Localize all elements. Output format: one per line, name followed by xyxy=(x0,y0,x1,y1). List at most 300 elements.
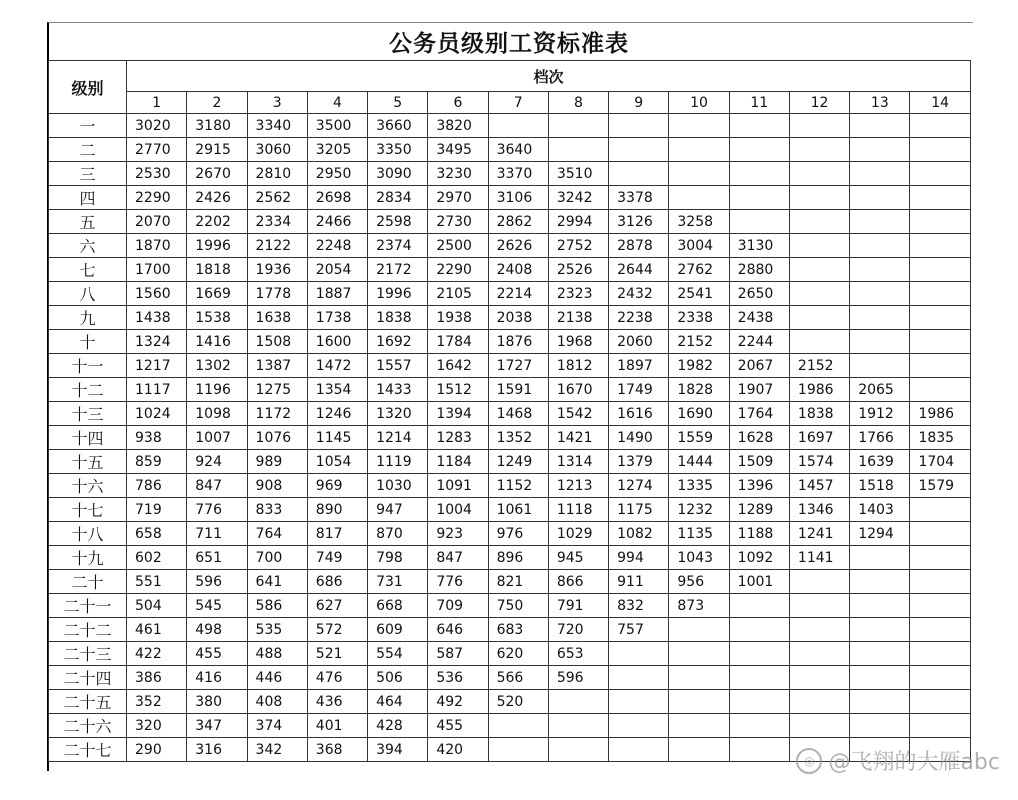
salary-cell xyxy=(910,354,970,378)
salary-cell: 2105 xyxy=(428,282,488,306)
salary-cell xyxy=(488,114,548,138)
salary-cell: 1700 xyxy=(127,258,187,282)
table-row xyxy=(49,114,971,138)
salary-cell xyxy=(789,570,849,594)
salary-cell: 1784 xyxy=(428,330,488,354)
salary-cell xyxy=(789,210,849,234)
salary-cell xyxy=(910,618,970,642)
salary-cell: 446 xyxy=(247,666,307,690)
tier-column-header: 14 xyxy=(910,92,970,114)
salary-cell: 924 xyxy=(187,450,247,474)
salary-cell: 2880 xyxy=(729,258,789,282)
salary-cell xyxy=(488,714,548,738)
salary-cell xyxy=(609,714,669,738)
salary-cell: 2244 xyxy=(729,330,789,354)
salary-cell xyxy=(729,714,789,738)
salary-cell: 3090 xyxy=(368,162,428,186)
salary-cell: 3130 xyxy=(729,234,789,258)
salary-cell xyxy=(729,114,789,138)
table-row xyxy=(49,618,971,642)
table-row xyxy=(49,306,971,330)
salary-cell xyxy=(729,138,789,162)
level-cell: 二十 xyxy=(49,570,127,594)
salary-cell: 428 xyxy=(368,714,428,738)
salary-cell: 859 xyxy=(127,450,187,474)
tier-column-header: 4 xyxy=(307,92,367,114)
salary-cell: 1007 xyxy=(187,426,247,450)
salary-cell: 368 xyxy=(307,738,367,762)
level-cell: 二十四 xyxy=(49,666,127,690)
salary-cell xyxy=(910,210,970,234)
salary-cell: 3258 xyxy=(669,210,729,234)
salary-cell xyxy=(669,642,729,666)
salary-cell: 1082 xyxy=(609,522,669,546)
salary-cell: 455 xyxy=(428,714,488,738)
salary-cell: 947 xyxy=(368,498,428,522)
salary-cell: 1004 xyxy=(428,498,488,522)
salary-cell: 1616 xyxy=(609,402,669,426)
salary-cell xyxy=(789,714,849,738)
level-cell: 一 xyxy=(49,114,127,138)
salary-cell: 290 xyxy=(127,738,187,762)
salary-cell xyxy=(789,690,849,714)
salary-cell: 347 xyxy=(187,714,247,738)
salary-cell: 408 xyxy=(247,690,307,714)
salary-cell: 1118 xyxy=(548,498,608,522)
level-cell: 二 xyxy=(49,138,127,162)
table-row xyxy=(49,546,971,570)
salary-cell: 1172 xyxy=(247,402,307,426)
salary-cell xyxy=(910,114,970,138)
watermark-logo-icon: ◎ xyxy=(796,748,822,774)
salary-cell: 711 xyxy=(187,522,247,546)
tier-column-header: 8 xyxy=(548,92,608,114)
salary-cell: 989 xyxy=(247,450,307,474)
salary-cell: 873 xyxy=(669,594,729,618)
salary-cell xyxy=(729,162,789,186)
salary-cell xyxy=(850,234,910,258)
salary-cell: 1346 xyxy=(789,498,849,522)
salary-cell: 791 xyxy=(548,594,608,618)
salary-cell: 1559 xyxy=(669,426,729,450)
salary-cell xyxy=(910,282,970,306)
salary-cell: 1352 xyxy=(488,426,548,450)
salary-cell: 2290 xyxy=(127,186,187,210)
level-cell: 八 xyxy=(49,282,127,306)
salary-cell xyxy=(729,690,789,714)
salary-cell: 1175 xyxy=(609,498,669,522)
salary-cell: 1324 xyxy=(127,330,187,354)
salary-cell: 1438 xyxy=(127,306,187,330)
salary-cell: 1468 xyxy=(488,402,548,426)
salary-cell: 870 xyxy=(368,522,428,546)
salary-cell xyxy=(850,162,910,186)
salary-cell xyxy=(548,138,608,162)
salary-cell: 572 xyxy=(307,618,367,642)
salary-cell xyxy=(789,666,849,690)
salary-cell: 587 xyxy=(428,642,488,666)
salary-cell: 498 xyxy=(187,618,247,642)
salary-cell: 776 xyxy=(187,498,247,522)
salary-cell: 994 xyxy=(609,546,669,570)
salary-cell: 821 xyxy=(488,570,548,594)
salary-cell: 1054 xyxy=(307,450,367,474)
level-cell: 六 xyxy=(49,234,127,258)
salary-cell: 1907 xyxy=(729,378,789,402)
salary-cell: 1692 xyxy=(368,330,428,354)
salary-cell xyxy=(669,618,729,642)
salary-cell: 1213 xyxy=(548,474,608,498)
salary-cell: 2994 xyxy=(548,210,608,234)
level-cell: 十八 xyxy=(49,522,127,546)
salary-cell xyxy=(669,738,729,762)
salary-cell: 1396 xyxy=(729,474,789,498)
salary-cell xyxy=(850,618,910,642)
salary-cell: 668 xyxy=(368,594,428,618)
salary-cell xyxy=(910,306,970,330)
salary-cell: 2970 xyxy=(428,186,488,210)
salary-cell xyxy=(850,258,910,282)
salary-cell: 386 xyxy=(127,666,187,690)
tier-column-header: 13 xyxy=(850,92,910,114)
salary-cell: 847 xyxy=(428,546,488,570)
salary-cell xyxy=(789,594,849,618)
table-row xyxy=(49,450,971,474)
salary-cell: 1591 xyxy=(488,378,548,402)
salary-cell: 2152 xyxy=(669,330,729,354)
salary-cell: 1697 xyxy=(789,426,849,450)
salary-cell: 1628 xyxy=(729,426,789,450)
salary-cell: 3370 xyxy=(488,162,548,186)
salary-cell: 2730 xyxy=(428,210,488,234)
salary-cell: 1579 xyxy=(910,474,970,498)
salary-cell xyxy=(910,594,970,618)
salary-cell: 1982 xyxy=(669,354,729,378)
salary-cell xyxy=(850,186,910,210)
salary-cell: 596 xyxy=(548,666,608,690)
salary-cell: 1508 xyxy=(247,330,307,354)
salary-cell: 1294 xyxy=(850,522,910,546)
salary-cell: 1196 xyxy=(187,378,247,402)
table-row xyxy=(49,474,971,498)
salary-cell: 1141 xyxy=(789,546,849,570)
tier-column-header: 1 xyxy=(127,92,187,114)
salary-cell xyxy=(669,162,729,186)
salary-cell: 3495 xyxy=(428,138,488,162)
salary-cell: 521 xyxy=(307,642,367,666)
salary-cell: 833 xyxy=(247,498,307,522)
tier-column-header: 11 xyxy=(729,92,789,114)
salary-cell: 1145 xyxy=(307,426,367,450)
salary-cell xyxy=(789,186,849,210)
salary-cell: 627 xyxy=(307,594,367,618)
salary-cell: 2950 xyxy=(307,162,367,186)
salary-cell: 1135 xyxy=(669,522,729,546)
salary-cell: 1472 xyxy=(307,354,367,378)
salary-cell: 1043 xyxy=(669,546,729,570)
salary-cell: 2426 xyxy=(187,186,247,210)
salary-cell xyxy=(609,114,669,138)
salary-cell: 342 xyxy=(247,738,307,762)
salary-cell xyxy=(548,738,608,762)
table-row xyxy=(49,690,971,714)
salary-cell: 1232 xyxy=(669,498,729,522)
salary-cell: 709 xyxy=(428,594,488,618)
salary-cell: 3660 xyxy=(368,114,428,138)
level-cell: 二十七 xyxy=(49,738,127,762)
salary-cell: 2238 xyxy=(609,306,669,330)
table-row xyxy=(49,570,971,594)
salary-cell: 1704 xyxy=(910,450,970,474)
salary-cell: 1184 xyxy=(428,450,488,474)
salary-cell: 749 xyxy=(307,546,367,570)
salary-cell xyxy=(910,690,970,714)
salary-cell: 2432 xyxy=(609,282,669,306)
salary-cell xyxy=(729,210,789,234)
salary-cell: 2067 xyxy=(729,354,789,378)
salary-cell: 1749 xyxy=(609,378,669,402)
salary-cell: 2138 xyxy=(548,306,608,330)
salary-cell: 586 xyxy=(247,594,307,618)
salary-cell: 420 xyxy=(428,738,488,762)
salary-cell xyxy=(789,138,849,162)
salary-cell: 2598 xyxy=(368,210,428,234)
salary-cell: 2541 xyxy=(669,282,729,306)
table-row xyxy=(49,378,971,402)
salary-cell: 2670 xyxy=(187,162,247,186)
salary-cell: 1092 xyxy=(729,546,789,570)
salary-cell xyxy=(729,186,789,210)
tier-column-header: 5 xyxy=(368,92,428,114)
salary-cell: 2644 xyxy=(609,258,669,282)
salary-cell: 1379 xyxy=(609,450,669,474)
tier-header: 档次 xyxy=(127,61,971,92)
salary-cell: 1986 xyxy=(789,378,849,402)
salary-cell: 1936 xyxy=(247,258,307,282)
salary-cell xyxy=(729,642,789,666)
salary-cell xyxy=(609,690,669,714)
salary-cell xyxy=(609,666,669,690)
salary-cell: 3230 xyxy=(428,162,488,186)
salary-cell: 3378 xyxy=(609,186,669,210)
salary-cell xyxy=(910,378,970,402)
salary-cell: 1246 xyxy=(307,402,367,426)
salary-cell: 3106 xyxy=(488,186,548,210)
salary-cell: 1117 xyxy=(127,378,187,402)
salary-cell xyxy=(910,498,970,522)
level-cell: 十一 xyxy=(49,354,127,378)
salary-cell xyxy=(850,114,910,138)
salary-cell: 1986 xyxy=(910,402,970,426)
salary-cell: 504 xyxy=(127,594,187,618)
salary-cell: 320 xyxy=(127,714,187,738)
salary-cell xyxy=(789,114,849,138)
table-row xyxy=(49,642,971,666)
salary-cell: 1098 xyxy=(187,402,247,426)
salary-cell: 731 xyxy=(368,570,428,594)
salary-cell xyxy=(850,642,910,666)
level-cell: 三 xyxy=(49,162,127,186)
salary-cell: 416 xyxy=(187,666,247,690)
level-cell: 二十六 xyxy=(49,714,127,738)
salary-cell xyxy=(910,138,970,162)
salary-cell: 554 xyxy=(368,642,428,666)
table-row xyxy=(49,354,971,378)
level-cell: 四 xyxy=(49,186,127,210)
salary-cell: 866 xyxy=(548,570,608,594)
salary-cell xyxy=(609,738,669,762)
salary-cell: 380 xyxy=(187,690,247,714)
salary-cell xyxy=(910,234,970,258)
salary-cell: 1996 xyxy=(187,234,247,258)
salary-cell: 1560 xyxy=(127,282,187,306)
level-cell: 十二 xyxy=(49,378,127,402)
salary-cell xyxy=(789,330,849,354)
salary-cell: 476 xyxy=(307,666,367,690)
salary-cell: 653 xyxy=(548,642,608,666)
table-row xyxy=(49,402,971,426)
tier-column-header: 9 xyxy=(609,92,669,114)
salary-cell: 1001 xyxy=(729,570,789,594)
salary-cell: 1289 xyxy=(729,498,789,522)
salary-cell: 2408 xyxy=(488,258,548,282)
salary-cell: 1119 xyxy=(368,450,428,474)
table-row xyxy=(49,714,971,738)
salary-cell xyxy=(850,354,910,378)
level-cell: 二十一 xyxy=(49,594,127,618)
salary-cell: 2202 xyxy=(187,210,247,234)
salary-cell: 545 xyxy=(187,594,247,618)
salary-cell: 1512 xyxy=(428,378,488,402)
tier-column-header: 3 xyxy=(247,92,307,114)
salary-cell: 2172 xyxy=(368,258,428,282)
salary-cell: 2334 xyxy=(247,210,307,234)
salary-cell xyxy=(850,666,910,690)
salary-cell: 1938 xyxy=(428,306,488,330)
salary-cell: 1354 xyxy=(307,378,367,402)
salary-cell: 536 xyxy=(428,666,488,690)
level-cell: 十七 xyxy=(49,498,127,522)
salary-cell: 2122 xyxy=(247,234,307,258)
salary-cell: 2438 xyxy=(729,306,789,330)
salary-cell xyxy=(850,210,910,234)
salary-cell: 1838 xyxy=(368,306,428,330)
salary-cell: 401 xyxy=(307,714,367,738)
salary-cell: 1314 xyxy=(548,450,608,474)
salary-cell xyxy=(789,282,849,306)
salary-cell xyxy=(850,594,910,618)
table-row xyxy=(49,258,971,282)
salary-cell xyxy=(729,666,789,690)
salary-cell xyxy=(789,306,849,330)
salary-cell: 535 xyxy=(247,618,307,642)
salary-cell: 1518 xyxy=(850,474,910,498)
salary-cell: 2038 xyxy=(488,306,548,330)
salary-cell: 720 xyxy=(548,618,608,642)
salary-cell: 686 xyxy=(307,570,367,594)
salary-cell: 394 xyxy=(368,738,428,762)
salary-cell: 551 xyxy=(127,570,187,594)
salary-cell: 1275 xyxy=(247,378,307,402)
level-cell: 九 xyxy=(49,306,127,330)
salary-cell: 3350 xyxy=(368,138,428,162)
salary-cell: 646 xyxy=(428,618,488,642)
salary-cell: 1538 xyxy=(187,306,247,330)
salary-cell xyxy=(729,618,789,642)
salary-cell: 3205 xyxy=(307,138,367,162)
salary-cell xyxy=(910,162,970,186)
salary-cell: 3126 xyxy=(609,210,669,234)
salary-cell: 2526 xyxy=(548,258,608,282)
level-cell: 二十二 xyxy=(49,618,127,642)
salary-cell: 956 xyxy=(669,570,729,594)
salary-cell: 1029 xyxy=(548,522,608,546)
tier-column-header: 6 xyxy=(428,92,488,114)
salary-cell: 1897 xyxy=(609,354,669,378)
salary-cell: 1557 xyxy=(368,354,428,378)
salary-cell xyxy=(910,570,970,594)
salary-cell: 422 xyxy=(127,642,187,666)
salary-cell xyxy=(789,642,849,666)
salary-cell xyxy=(789,234,849,258)
salary-cell: 1574 xyxy=(789,450,849,474)
salary-cell xyxy=(910,522,970,546)
salary-cell: 596 xyxy=(187,570,247,594)
level-cell: 二十五 xyxy=(49,690,127,714)
salary-cell: 969 xyxy=(307,474,367,498)
salary-cell: 2214 xyxy=(488,282,548,306)
salary-cell: 719 xyxy=(127,498,187,522)
table-row xyxy=(49,522,971,546)
salary-cell: 461 xyxy=(127,618,187,642)
watermark xyxy=(796,745,1000,776)
salary-cell xyxy=(789,258,849,282)
salary-cell: 1766 xyxy=(850,426,910,450)
salary-cell: 1670 xyxy=(548,378,608,402)
salary-cell xyxy=(729,738,789,762)
salary-cell: 1828 xyxy=(669,378,729,402)
salary-cell: 2626 xyxy=(488,234,548,258)
salary-cell: 1812 xyxy=(548,354,608,378)
salary-cell xyxy=(669,138,729,162)
table-row xyxy=(49,210,971,234)
salary-cell: 1302 xyxy=(187,354,247,378)
salary-cell: 1274 xyxy=(609,474,669,498)
salary-cell: 1838 xyxy=(789,402,849,426)
salary-cell xyxy=(910,666,970,690)
salary-cell: 2650 xyxy=(729,282,789,306)
salary-cell xyxy=(910,642,970,666)
salary-cell: 2562 xyxy=(247,186,307,210)
salary-cell: 1061 xyxy=(488,498,548,522)
salary-cell: 2065 xyxy=(850,378,910,402)
salary-cell: 658 xyxy=(127,522,187,546)
salary-cell: 1690 xyxy=(669,402,729,426)
salary-cell: 1335 xyxy=(669,474,729,498)
salary-cell: 896 xyxy=(488,546,548,570)
tier-column-header: 2 xyxy=(187,92,247,114)
table-row xyxy=(49,666,971,690)
salary-cell: 1249 xyxy=(488,450,548,474)
salary-cell: 1490 xyxy=(609,426,669,450)
salary-cell: 520 xyxy=(488,690,548,714)
level-header: 级别 xyxy=(49,61,127,114)
salary-cell: 2290 xyxy=(428,258,488,282)
salary-cell xyxy=(669,666,729,690)
salary-cell: 3060 xyxy=(247,138,307,162)
salary-cell: 3242 xyxy=(548,186,608,210)
salary-cell xyxy=(850,282,910,306)
